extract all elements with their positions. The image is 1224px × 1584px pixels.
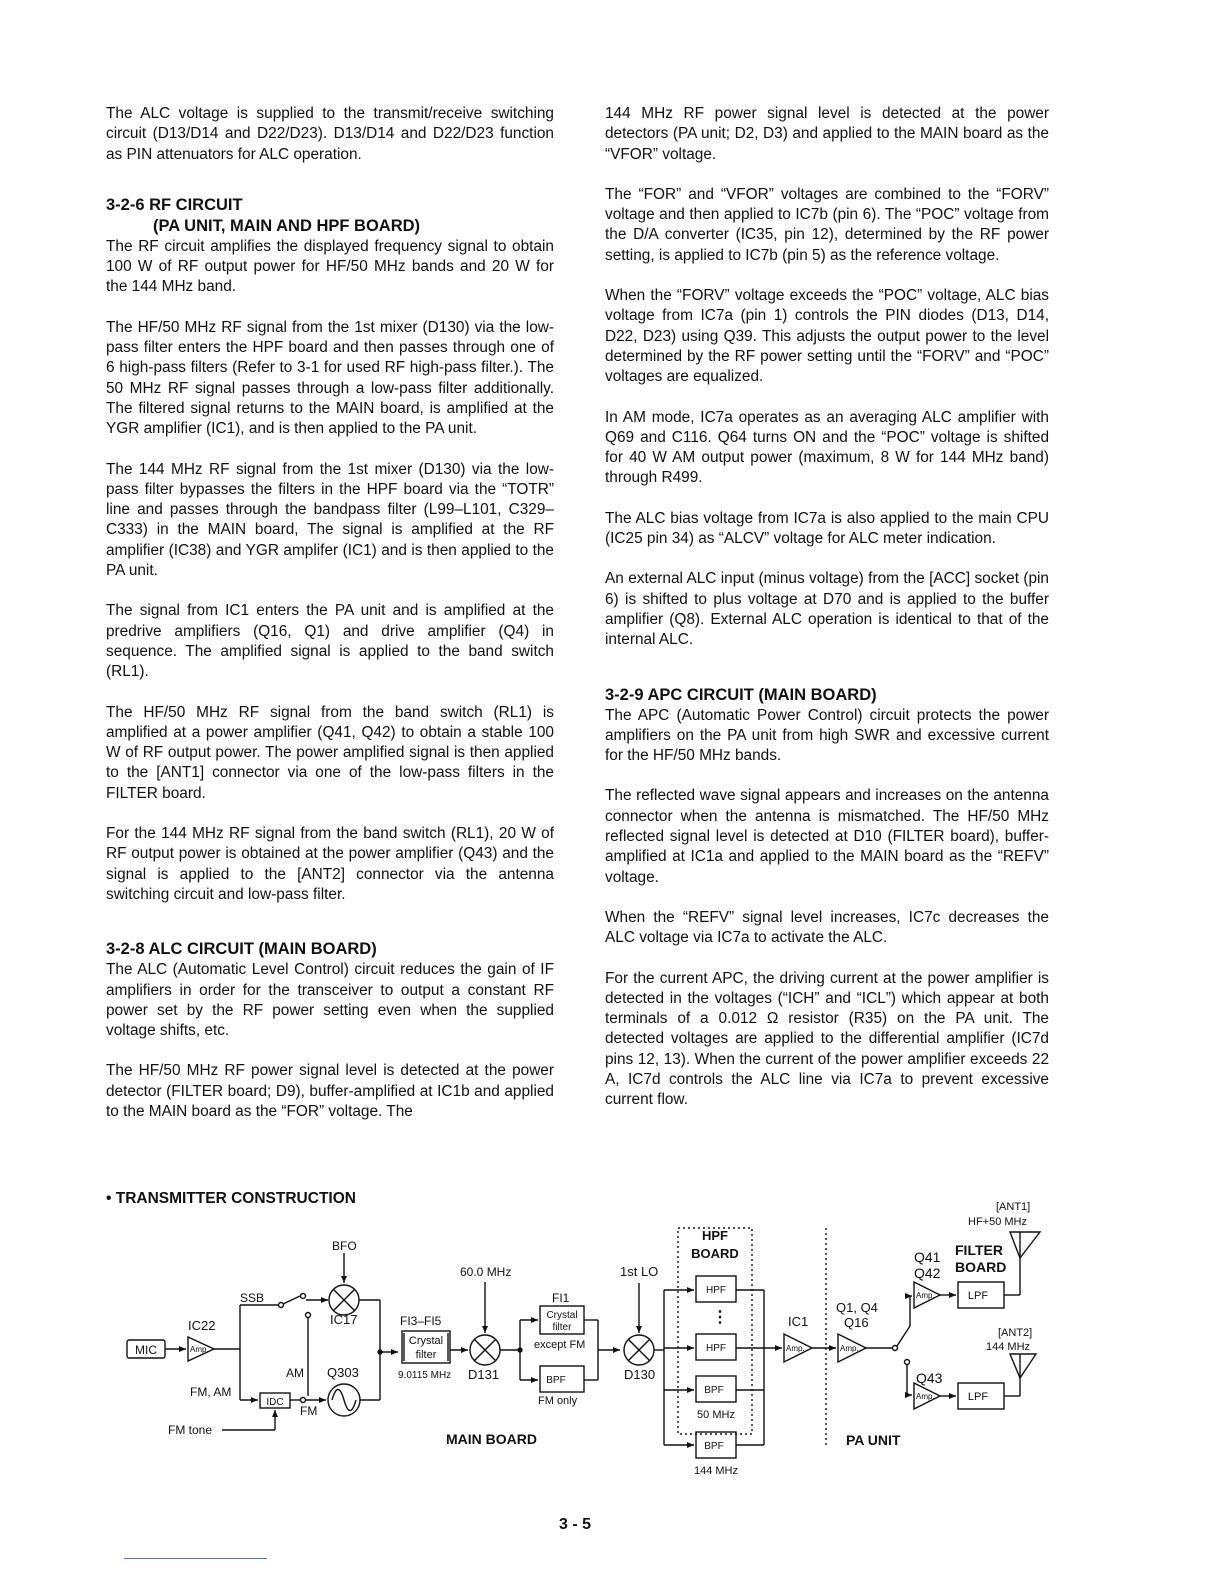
paragraph: The ALC bias voltage from IC7a is also applied to the main CPU (IC25 pin 34) as “ALCV” voltage for ALC meter indication. [605, 509, 1049, 548]
paragraph: For the 144 MHz RF signal from the band switch (RL1), 20 W of RF output power is obtained at the power amplifier (Q43) and the signal is applied to the [ANT2] connector via the antenna switching circuit and low-pass filter. [106, 825, 554, 903]
paragraph: The 144 MHz RF signal from the 1st mixer (D130) via the low-pass filter bypasses the filters in the HPF board via the “TOTR” line and passes through the bandpass filter (L99–L101, C329–C333) in the MAIN board, The signal is amplified at the RF amplifier (IC38) and YGR amplifer (IC1) and is then applied to the PA unit. [106, 460, 554, 580]
ant2-label: [ANT2] [998, 1327, 1033, 1339]
fm-tone-label: FM tone [168, 1423, 213, 1437]
main-board-label: MAIN BOARD [446, 1431, 537, 1447]
lpf-label: LPF [967, 1290, 989, 1302]
hpf-label: HPF [706, 1285, 726, 1296]
paragraph: The APC (Automatic Power Control) circuit protects the power amplifiers on the PA unit from high SWR and excessive current for the HF/50 MHz bands. [605, 706, 1049, 765]
q16-label: Q16 [844, 1315, 869, 1330]
paragraph: 144 MHz RF power signal level is detected at the power detectors (PA unit; D2, D3) and applied to the MAIN board as the “VFOR” voltage. [605, 105, 1049, 163]
paragraph: The signal from IC1 enters the PA unit and is amplified at the predrive amplifiers (Q16, Q1) and drive amplifier (Q4) in sequence. The amplified signal is applied to the band switch (RL1). [106, 602, 554, 681]
paragraph: The reflected wave signal appears and increases on the antenna connector when the antenna is mismatched. The HF/50 MHz reflected signal level is detected at D10 (FILTER board), buffer-amplified at IC1a and applied to the MAIN board as the “REFV” voltage. [605, 787, 1049, 886]
paragraph: For the current APC, the driving current at the power amplifier is detected in the voltages (“ICH” and “ICL”) which appear at both terminals of a 0.012 Ω resistor (R35) on the PA unit. The detected voltages are applied to the differential amplifier (IC7d pins 12, 13). When the current of the power amplifier exceeds 22 A, IC7d controls the ALC line via IC7a to prevent excessive current flow. [605, 969, 1049, 1109]
section-heading-apc-circuit: 3-2-9 APC CIRCUIT (MAIN BOARD) [605, 685, 877, 704]
except-fm-label: except FM [534, 1339, 586, 1351]
hpf-board-label: HPF [702, 1228, 728, 1243]
lpf-label: LPF [967, 1391, 989, 1403]
q41-label: Q41 [914, 1249, 941, 1265]
paragraph: The “FOR” and “VFOR” voltages are combined to the “FORV” voltage and then applied to IC7b (pin 6). The “POC” voltage from the D/A converter (IC35, pin 12), determined by the RF power setting, is applied to IC7b (pin 5) as the reference voltage. [605, 185, 1049, 264]
amp-label: Amp. [190, 1345, 209, 1354]
pa-unit-label: PA UNIT [846, 1432, 901, 1448]
ant1-label: [ANT1] [996, 1201, 1031, 1213]
fm-label: FM [300, 1404, 318, 1418]
paragraph: When the “REFV” signal level increases, IC7c decreases the ALC voltage via IC7a to activate the ALC. [605, 908, 1049, 947]
footer-rule [124, 1558, 267, 1559]
ant1-antenna-icon [1010, 1232, 1040, 1258]
idc-label: IDC [266, 1397, 284, 1408]
freq-9-label: 9.0115 MHz [398, 1370, 452, 1381]
ant1-band-label: HF+50 MHz [968, 1216, 1027, 1228]
page-number: 3 - 5 [558, 1516, 591, 1533]
freq-60-label: 60.0 MHz [460, 1265, 512, 1279]
fm-am-label: FM, AM [190, 1385, 232, 1399]
first-lo-label: 1st LO [620, 1264, 659, 1279]
d131-label: D131 [468, 1367, 500, 1382]
filter-board-label-2: BOARD [955, 1259, 1007, 1275]
paragraph: An external ALC input (minus voltage) from the [ACC] socket (pin 6) is shifted to plus voltage at D70 and is applied to the buffer amplifier (Q8). External ALC operation is identical to that of the internal ALC. [605, 570, 1049, 649]
bpf-label: BPF [546, 1375, 566, 1386]
amp-label: Amp. [786, 1344, 805, 1353]
paragraph: The RF circuit amplifies the displayed frequency signal to obtain 100 W of RF output power for HF/50 MHz bands and 20 W for the 144 MHz band. [106, 237, 554, 296]
amp-label: Amp. [840, 1344, 859, 1353]
hpf-board-label-2: BOARD [691, 1246, 739, 1261]
paragraph: The HF/50 MHz RF power signal level is detected at the power detector (FILTER board; D9), buffer-amplified at IC1b and applied to the MAIN board as the “FOR” voltage. The [106, 1062, 554, 1120]
ant2-band-label: 144 MHz [986, 1341, 1031, 1353]
q42-label: Q42 [914, 1265, 941, 1281]
section-heading-alc-circuit: 3-2-8 ALC CIRCUIT (MAIN BOARD) [106, 940, 377, 959]
ic1-label: IC1 [788, 1314, 809, 1329]
crystal-label: Crystal [408, 1335, 444, 1347]
paragraph: The ALC (Automatic Level Control) circuit reduces the gain of IF amplifiers in order for the transceiver to output a constant RF power set by the RF power setting even when the supplied voltage shifts, etc. [106, 961, 554, 1040]
paragraph: The ALC voltage is supplied to the transmit/receive switching circuit (D13/D14 and D22/D23). D13/D14 and D22/D23 function as PIN attenuators for ALC operation. [106, 105, 554, 163]
filter-label: filter [552, 1322, 572, 1333]
one44-mhz-label: 144 MHz [693, 1465, 739, 1477]
q303-label: Q303 [327, 1365, 359, 1380]
bpf-label: BPF [704, 1385, 724, 1396]
q1-q4-label: Q1, Q4 [836, 1300, 878, 1315]
ssb-label: SSB [240, 1291, 265, 1305]
crystal-label: Crystal [546, 1310, 578, 1321]
ic17-label: IC17 [330, 1312, 358, 1327]
bpf-label: BPF [704, 1441, 724, 1452]
q43-label: Q43 [916, 1370, 943, 1386]
more-filters-dots: ⋮ [712, 1309, 728, 1326]
paragraph: The HF/50 MHz RF signal from the band switch (RL1) is amplified at a power amplifier (Q41, Q42) to obtain a stable 100 W of RF output power. The power amplified signal is then applied to the [ANT1] connector via one of the low-pass filters in the FILTER board. [106, 703, 554, 802]
bfo-label: BFO [332, 1239, 357, 1253]
amp-label: Amp. [916, 1392, 935, 1401]
section-heading-subtitle: (PA UNIT, MAIN AND HPF BOARD) [153, 216, 421, 235]
filter-board-label: FILTER [955, 1242, 1003, 1258]
ant2-antenna-icon [1010, 1354, 1036, 1378]
diagram-title: • TRANSMITTER CONSTRUCTION [106, 1190, 356, 1207]
mic-label: MIC [135, 1343, 157, 1357]
fm-only-label: FM only [538, 1395, 578, 1407]
paragraph: When the “FORV” voltage exceeds the “POC” voltage, ALC bias voltage from IC7a (pin 1) controls the PIN diodes (D13, D14, D22, D23) using Q39. This adjusts the output power to the level determined by the RF power setting until the “FORV” and “POC” voltages are equalized. [605, 287, 1049, 386]
hpf-label: HPF [706, 1343, 726, 1354]
d130-label: D130 [624, 1367, 656, 1382]
am-label: AM [286, 1366, 304, 1380]
fifty-mhz-label: 50 MHz [697, 1409, 735, 1421]
amp-label: Amp. [916, 1291, 935, 1300]
section-heading-text: 3-2-6 RF CIRCUIT [106, 195, 243, 214]
paragraph: In AM mode, IC7a operates as an averaging ALC amplifier with Q69 and C116. Q64 turns ON and the “POC” voltage is shifted for 40 W AM output power (maximum, 8 W for 144 MHz band) through R499. [605, 408, 1049, 487]
fi3-fi5-label: FI3–FI5 [400, 1314, 442, 1328]
filter-label: filter [415, 1349, 437, 1361]
paragraph: The HF/50 MHz RF signal from the 1st mixer (D130) via the low-pass filter enters the HPF board and then passes through one of 6 high-pass filters (Refer to 3-1 for used RF high-pass filter.). The 50 MHz RF signal passes through a low-pass filter additionally. The filtered signal returns to the MAIN board, is amplified at the YGR amplifier (IC1), and is then applied to the PA unit. [106, 318, 554, 438]
ic22-label: IC22 [188, 1318, 216, 1333]
fi1-label: FI1 [552, 1291, 570, 1305]
